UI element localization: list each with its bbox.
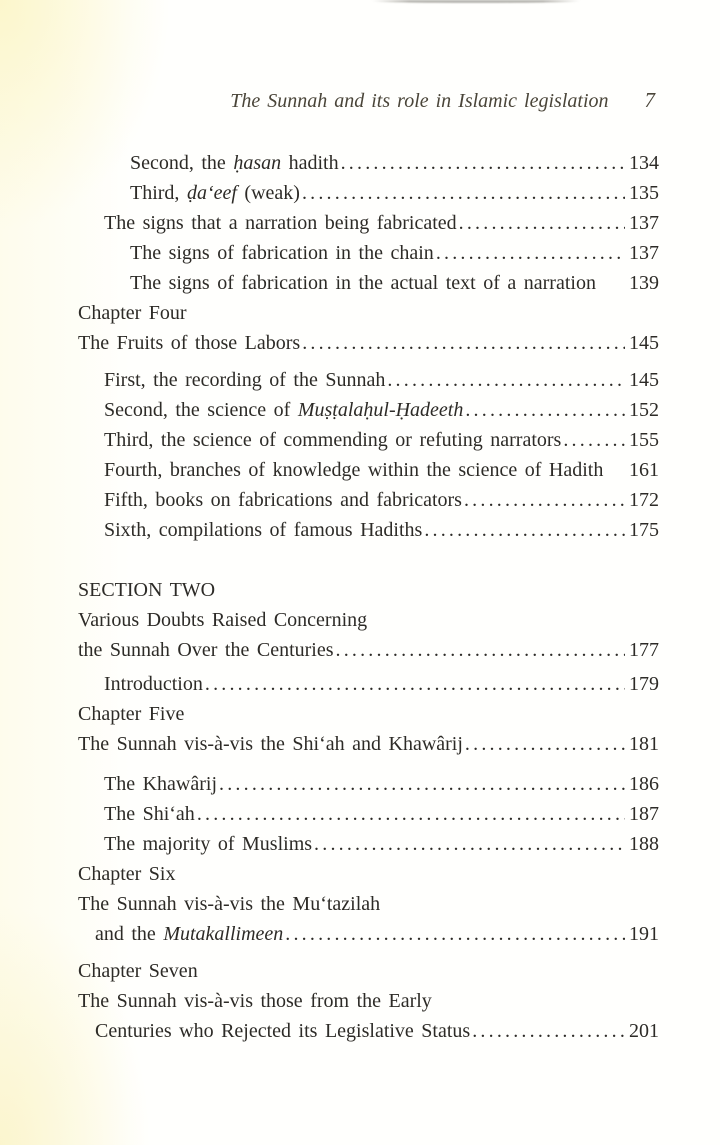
toc-term-italic: ḥasan [233,152,282,174]
toc-page-number: 145 [629,369,659,391]
toc-text-segment: Various Doubts Raised Concerning [78,609,368,631]
toc-entry [78,799,659,829]
running-header [78,85,659,116]
toc-page-number: 181 [629,733,659,755]
toc-entry-text [130,148,339,178]
toc-entry-text [104,485,462,515]
toc-text-segment: The Khawârij [104,773,218,795]
toc-text-segment: First, the recording of the Sunnah [104,369,386,391]
toc-dot-leader [434,238,625,268]
toc-entry [78,298,659,328]
toc-entry [78,769,659,799]
toc-text-segment: and the [95,923,164,945]
toc-entry [78,986,659,1016]
toc-page-number: 179 [629,673,659,695]
toc-entry-text [78,575,215,605]
toc-text-segment: The Sunnah vis-à-vis the Shi‘ah and Khawârij [78,733,463,755]
toc-text-segment: The majority of Muslims [104,833,313,855]
toc-entry-text [78,605,367,635]
toc-dot-leader [334,635,626,665]
toc-entry-text [104,455,603,485]
toc-entry-text [104,425,561,455]
toc-entry-text [104,829,312,859]
toc-page-number: 161 [629,459,659,481]
toc-text-segment: Second, the science of [104,399,298,421]
toc-entry [78,455,659,485]
toc-text-segment: Chapter Seven [78,960,198,982]
toc-text-segment: The signs that a narration being fabricated [104,212,457,234]
toc-entry-text [104,365,385,395]
toc-entry-text [78,328,300,358]
toc-entry [78,178,659,208]
toc-entry-text [130,178,300,208]
toc-dot-leader [561,425,625,455]
toc-entry [78,956,659,986]
toc-text-segment: SECTION TWO [78,579,216,601]
toc-dot-leader [470,1016,625,1046]
header-page-number: 7 [644,88,655,112]
toc-dot-leader [457,208,625,238]
toc-page-number: 137 [629,242,659,264]
toc-entry [78,729,659,759]
toc-entry-text [95,1016,470,1046]
toc-dot-leader [300,328,625,358]
toc-page-number: 191 [629,923,659,945]
toc-entry-text [78,729,463,759]
toc-entry-text [78,635,334,665]
toc-page-number: 187 [629,803,659,825]
toc-entry-text [95,919,283,949]
toc-entry-text [130,238,434,268]
toc-text-segment: The Sunnah vis-à-vis the Mu‘tazilah [78,893,381,915]
toc-text-segment: Chapter Five [78,703,185,725]
table-of-contents [78,148,659,1046]
toc-page-number: 188 [629,833,659,855]
toc-term-italic: ḍa‘eef [186,182,237,204]
toc-page-number: 177 [629,639,659,661]
page-content [78,0,659,1046]
toc-text-segment: Third, the science of commending or refuting narrators [104,429,562,451]
toc-entry [78,605,659,635]
toc-page-number: 155 [629,429,659,451]
toc-term-italic: Mutakallimeen [163,923,284,945]
toc-entry-text [78,859,176,889]
toc-dot-leader [385,365,625,395]
toc-entry-text [104,769,217,799]
toc-entry-text [130,268,596,298]
toc-entry [78,829,659,859]
toc-term-italic: Muṣṭalaḥul-Ḥadeeth [297,399,464,421]
toc-text-segment: The signs of fabrication in the chain [130,242,434,264]
toc-dot-leader [300,178,625,208]
toc-text-segment: Fourth, branches of knowledge within the science of Hadith [104,459,604,481]
toc-text-segment: Centuries who Rejected its Legislative Status [95,1020,471,1042]
toc-page-number: 186 [629,773,659,795]
toc-page-number: 145 [629,332,659,354]
toc-page-number: 139 [629,272,659,294]
toc-text-segment: The Fruits of those Labors [78,332,301,354]
toc-text-segment: Third, [130,182,187,204]
toc-text-segment: (weak) [236,182,300,204]
toc-text-segment: The Sunnah vis-à-vis those from the Early [78,990,432,1012]
toc-entry [78,328,659,358]
toc-text-segment: The signs of fabrication in the actual text of a narration [130,272,596,294]
toc-entry-text [104,799,195,829]
toc-entry [78,395,659,425]
toc-entry [78,365,659,395]
toc-entry [78,148,659,178]
toc-dot-leader [217,769,625,799]
toc-entry [78,1016,659,1046]
toc-dot-leader [195,799,625,829]
toc-text-segment: Sixth, compilations of famous Hadiths [104,519,423,541]
toc-entry-text [104,395,463,425]
toc-entry-text [78,699,184,729]
toc-page-number: 134 [629,152,659,174]
toc-entry [78,208,659,238]
toc-entry [78,919,659,949]
toc-page-number: 175 [629,519,659,541]
running-header-title: The Sunnah and its role in Islamic legislation [230,90,609,112]
toc-page-number: 152 [629,399,659,421]
toc-dot-leader [462,485,625,515]
toc-text-segment: the Sunnah Over the Centuries [78,639,334,661]
toc-entry [78,425,659,455]
toc-entry [78,575,659,605]
toc-entry [78,238,659,268]
toc-entry [78,889,659,919]
toc-dot-leader [283,919,625,949]
toc-text-segment: Chapter Six [78,863,176,885]
toc-entry-text [78,298,187,328]
toc-text-segment: Introduction [104,673,203,695]
toc-dot-leader [312,829,625,859]
toc-entry [78,515,659,545]
toc-text-segment: Chapter Four [78,302,187,324]
toc-page-number: 135 [629,182,659,204]
toc-entry-text [78,889,380,919]
toc-text-segment: hadith [281,152,339,174]
toc-entry [78,699,659,729]
toc-entry-text [104,208,457,238]
toc-dot-leader [422,515,625,545]
toc-dot-leader [203,669,625,699]
toc-entry [78,268,659,298]
toc-dot-leader [463,729,625,759]
toc-text-segment: The Shi‘ah [104,803,195,825]
toc-page-number: 137 [629,212,659,234]
toc-entry-text [104,669,203,699]
toc-entry [78,485,659,515]
toc-page-number: 172 [629,489,659,511]
toc-text-segment: Fifth, books on fabrications and fabricators [104,489,462,511]
toc-dot-leader [463,395,625,425]
toc-page-number: 201 [629,1020,659,1042]
toc-text-segment: Second, the [130,152,234,174]
toc-entry [78,635,659,665]
toc-dot-leader [339,148,625,178]
toc-entry-text [104,515,422,545]
toc-entry-text [78,956,198,986]
toc-entry [78,669,659,699]
toc-entry [78,859,659,889]
toc-entry-text [78,986,432,1016]
